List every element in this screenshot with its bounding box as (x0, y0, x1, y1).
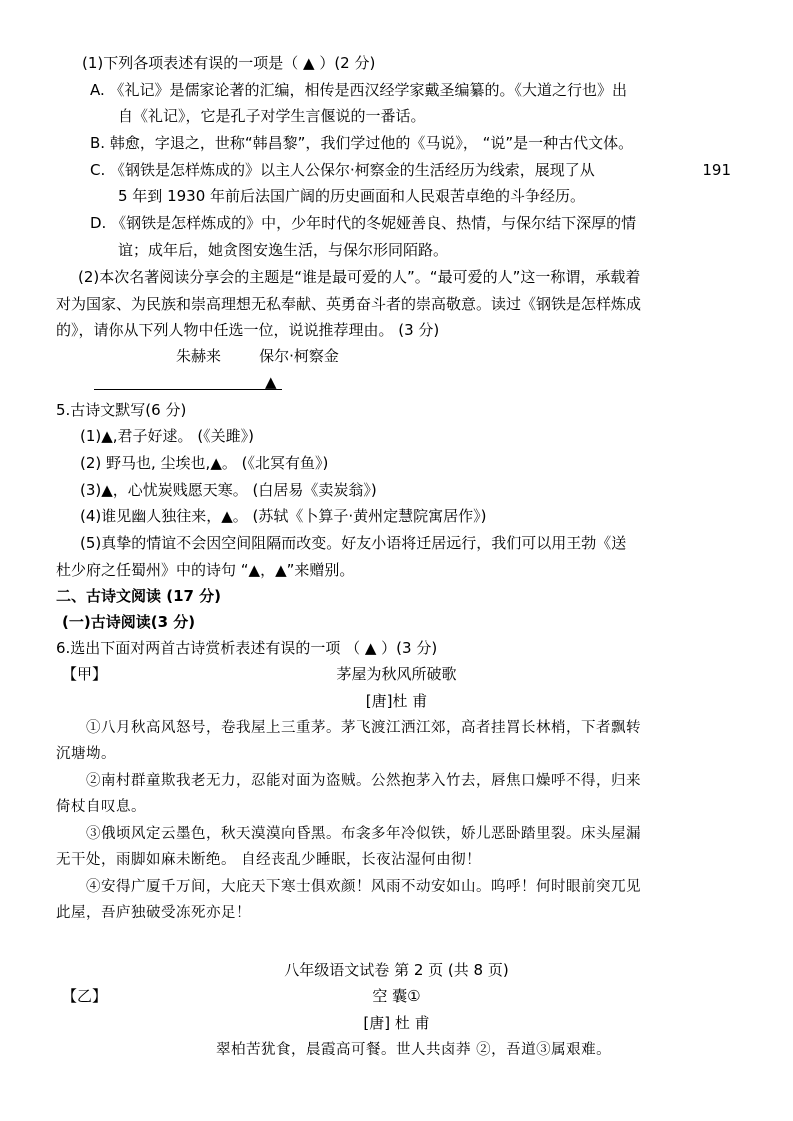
option-a-line1: A. 《礼记》是儒家论著的汇编，相传是西汉经学家戴圣编纂的。《大道之行也》出 (90, 81, 628, 99)
poem1-tag: 【甲】 (62, 665, 108, 683)
poem1-title: 茅屋为秋风所破歌 (336, 665, 457, 683)
poem1-stanza1-line2: 沉塘坳。 (56, 746, 116, 762)
answer-marker: ▲ (265, 373, 277, 391)
q5-item5-line1: (5)真挚的情谊不会因空间阻隔而改变。好友小语将迁居远行，我们可以用王勃《送 (80, 534, 627, 552)
poem2-tag: 【乙】 (62, 987, 108, 1005)
option-c-line1: C. 《钢铁是怎样炼成的》以主人公保尔·柯察金的生活经历为线索，展现了从 (90, 161, 595, 179)
option-d-line2: 谊；成年后，她贪图安逸生活，与保尔形同陌路。 (118, 241, 449, 259)
q4-part2-line2: 对为国家、为民族和崇高理想无私奉献、英勇奋斗者的崇高敬意。读过《钢铁是怎样炼成 (56, 295, 642, 313)
poem1-author: [唐]杜 甫 (365, 692, 428, 710)
q5-item1: (1)▲,君子好逑。 (《关雎》) (80, 427, 255, 445)
answer-line (94, 389, 282, 390)
poem2-line1: 翠柏苦犹食，晨霞高可餐。世人共卤莽 ②，吾道③属艰难。 (216, 1042, 612, 1058)
q4-part1-stem: (1)下列各项表述有误的一项是（ ▲ ）(2 分) (82, 54, 376, 72)
option-b-line1: B. 韩愈，字退之，世称“韩昌黎”，我们学过他的《马说》， “说”是一种古代文体。 (90, 134, 634, 152)
q5-title: 5.古诗文默写(6 分) (56, 401, 187, 419)
q4-part2-line3: 的》，请你从下列人物中任选一位，说说推荐理由。 (3 分) (56, 321, 440, 339)
option-c-number-fragment: 191 (702, 161, 731, 179)
q5-item5-line2: 杜少府之任蜀州》中的诗句 “▲，▲”来赠别。 (56, 561, 355, 579)
poem1-stanza2-line1: ②南村群童欺我老无力，忍能对面为盗贼。公然抱茅入竹去，唇焦口燥呼不得，归来 (86, 773, 641, 789)
option-c-line1-end (611, 160, 731, 180)
section-2-title: 二、古诗文阅读 (17 分) (56, 587, 222, 605)
poem1-stanza3-line1: ③俄顷风定云墨色，秋天漠漠向昏黑。布衾多年冷似铁，娇儿恶卧踏里裂。床头屋漏 (86, 826, 641, 842)
poem1-stanza4-line1: ④安得广厦千万间，大庇天下寒士俱欢颜！风雨不动安如山。呜呼！何时眼前突兀见 (86, 879, 641, 895)
page-footer: 八年级语文试卷 第 2 页 (共 8 页) (284, 961, 509, 979)
q6-stem: 6.选出下面对两首古诗赏析表述有误的一项 （ ▲ ）(3 分) (56, 639, 438, 657)
option-a-line2: 自《礼记》，它是孔子对学生言偃说的一番话。 (118, 107, 426, 125)
option-c-line2: 5 年到 1930 年前后法国广阔的历史画面和人民艰苦卓绝的斗争经历。 (118, 187, 586, 205)
option-d-line1: D. 《钢铁是怎样炼成的》中，少年时代的冬妮娅善良、热情，与保尔结下深厚的情 (90, 214, 637, 232)
character-choices: 朱赫来 保尔·柯察金 (176, 347, 339, 365)
poem1-stanza4-line2: 此屋，吾庐独破受冻死亦足！ (56, 905, 251, 921)
poem1-stanza2-line2: 倚杖自叹息。 (56, 799, 146, 815)
q5-item2: (2) 野马也, 尘埃也,▲。 (《北冥有鱼》) (80, 454, 329, 472)
subsection-1-title: (一)古诗阅读(3 分) (62, 613, 196, 631)
poem1-stanza1-line1: ①八月秋高风怒号，卷我屋上三重茅。茅飞渡江洒江郊，高者挂罥长林梢，下者飘转 (86, 720, 641, 736)
q5-item3: (3)▲，心忧炭贱愿天寒。 (白居易《卖炭翁》) (80, 481, 377, 499)
q5-item4: (4)谁见幽人独往来，▲。 (苏轼《卜算子·黄州定慧院寓居作》) (80, 507, 487, 525)
poem2-title: 空 囊① (372, 987, 421, 1005)
poem1-stanza3-line2: 无干处，雨脚如麻未断绝。 自经丧乱少睡眠，长夜沾湿何由彻！ (56, 852, 482, 868)
poem2-author: [唐] 杜 甫 (363, 1014, 430, 1032)
q4-part2-line1: (2)本次名著阅读分享会的主题是“谁是最可爱的人”。“最可爱的人”这一称谓，承载着 (78, 268, 641, 286)
